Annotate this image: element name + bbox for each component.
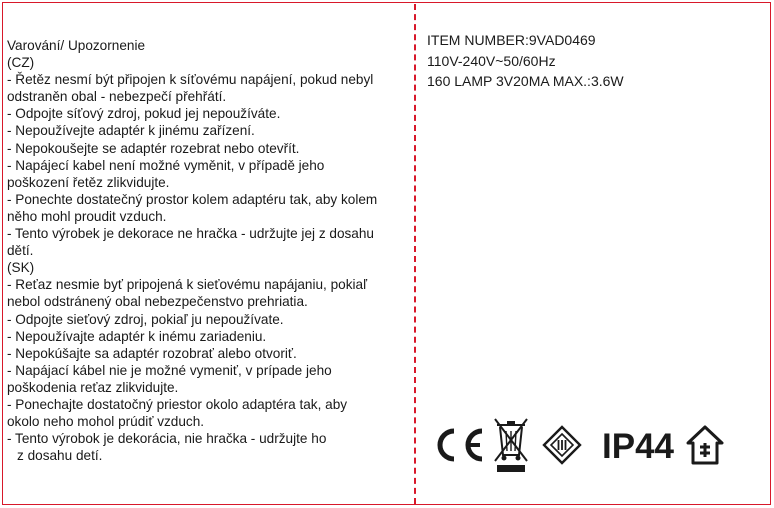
lamp-spec: 160 LAMP 3V20MA MAX.:3.6W	[427, 73, 624, 89]
warning-line: - Napájecí kabel není možné vyměnit, v případě jeho	[7, 157, 325, 173]
crossed-out-bin-icon	[491, 415, 531, 475]
certification-marks	[430, 415, 730, 475]
warning-line: - Odpojte sieťový zdroj, pokiaľ ju nepoužívate.	[7, 311, 284, 327]
dashed-divider	[414, 4, 416, 504]
spec-block	[427, 30, 624, 92]
warning-line: - Nepokúšajte sa adaptér rozobrať alebo otvoriť.	[7, 345, 297, 361]
warning-line: dětí.	[7, 243, 34, 259]
warning-line: - Odpojte síťový zdroj, pokud jej nepoužíváte.	[7, 106, 281, 122]
warning-line: (SK)	[7, 260, 35, 276]
ip44-mark	[602, 425, 682, 465]
warning-line: - Nepoužívajte adaptér k inému zariadeniu.	[7, 328, 267, 344]
warning-line: z dosahu detí.	[17, 448, 103, 464]
warning-line: - Nepoužívejte adaptér k jinému zařízení.	[7, 123, 255, 139]
ip-rating-text: IP44	[602, 427, 674, 465]
warning-line: okolo neho mohol prúdiť vzduch.	[7, 414, 205, 430]
item-number: ITEM NUMBER:9VAD0469	[427, 32, 596, 48]
warning-line: - Řetěz nesmí být připojen k síťovému napájení, pokud nebyl	[7, 72, 374, 88]
voltage-rating: 110V-240V~50/60Hz	[427, 52, 556, 69]
warning-line: - Tento výrobok je dekorácia, nie hračka - udržujte ho	[7, 431, 327, 447]
warning-heading: Varování/ Upozornenie	[7, 38, 146, 53]
warning-line: poškození řetěz zlikvidujte.	[7, 174, 170, 190]
class-iii-icon	[542, 425, 582, 465]
warning-line: - Reťaz nesmie byť pripojená k sieťovému napájaniu, pokiaľ	[7, 277, 368, 293]
warning-line: odstraněn obal - nebezpečí přehřátí.	[7, 89, 227, 105]
warning-line: - Ponechajte dostatočný priestor okolo adaptéra tak, aby	[7, 396, 348, 412]
warning-line: něho mohl proudit vzduch.	[7, 208, 167, 224]
warning-line: poškodenia reťaz zlikvidujte.	[7, 379, 179, 395]
warning-text-block	[7, 37, 412, 464]
warning-line: (CZ)	[7, 55, 35, 71]
warning-line: - Ponechte dostatečný prostor kolem adaptéru tak, aby kolem	[7, 191, 378, 207]
warning-line: - Nepokoušejte se adaptér rozebrat nebo otevřít.	[7, 140, 300, 156]
warning-line: - Tento výrobek je dekorace ne hračka - udržujte jej z dosahu	[7, 226, 374, 242]
warning-line: - Napájací kábel nie je možné vymeniť, v prípade jeho	[7, 362, 332, 378]
warning-line: nebol odstránený obal nebezpečenstvo prehriatia.	[7, 294, 308, 310]
house-icon	[684, 423, 726, 467]
ce-mark-icon	[430, 427, 488, 463]
